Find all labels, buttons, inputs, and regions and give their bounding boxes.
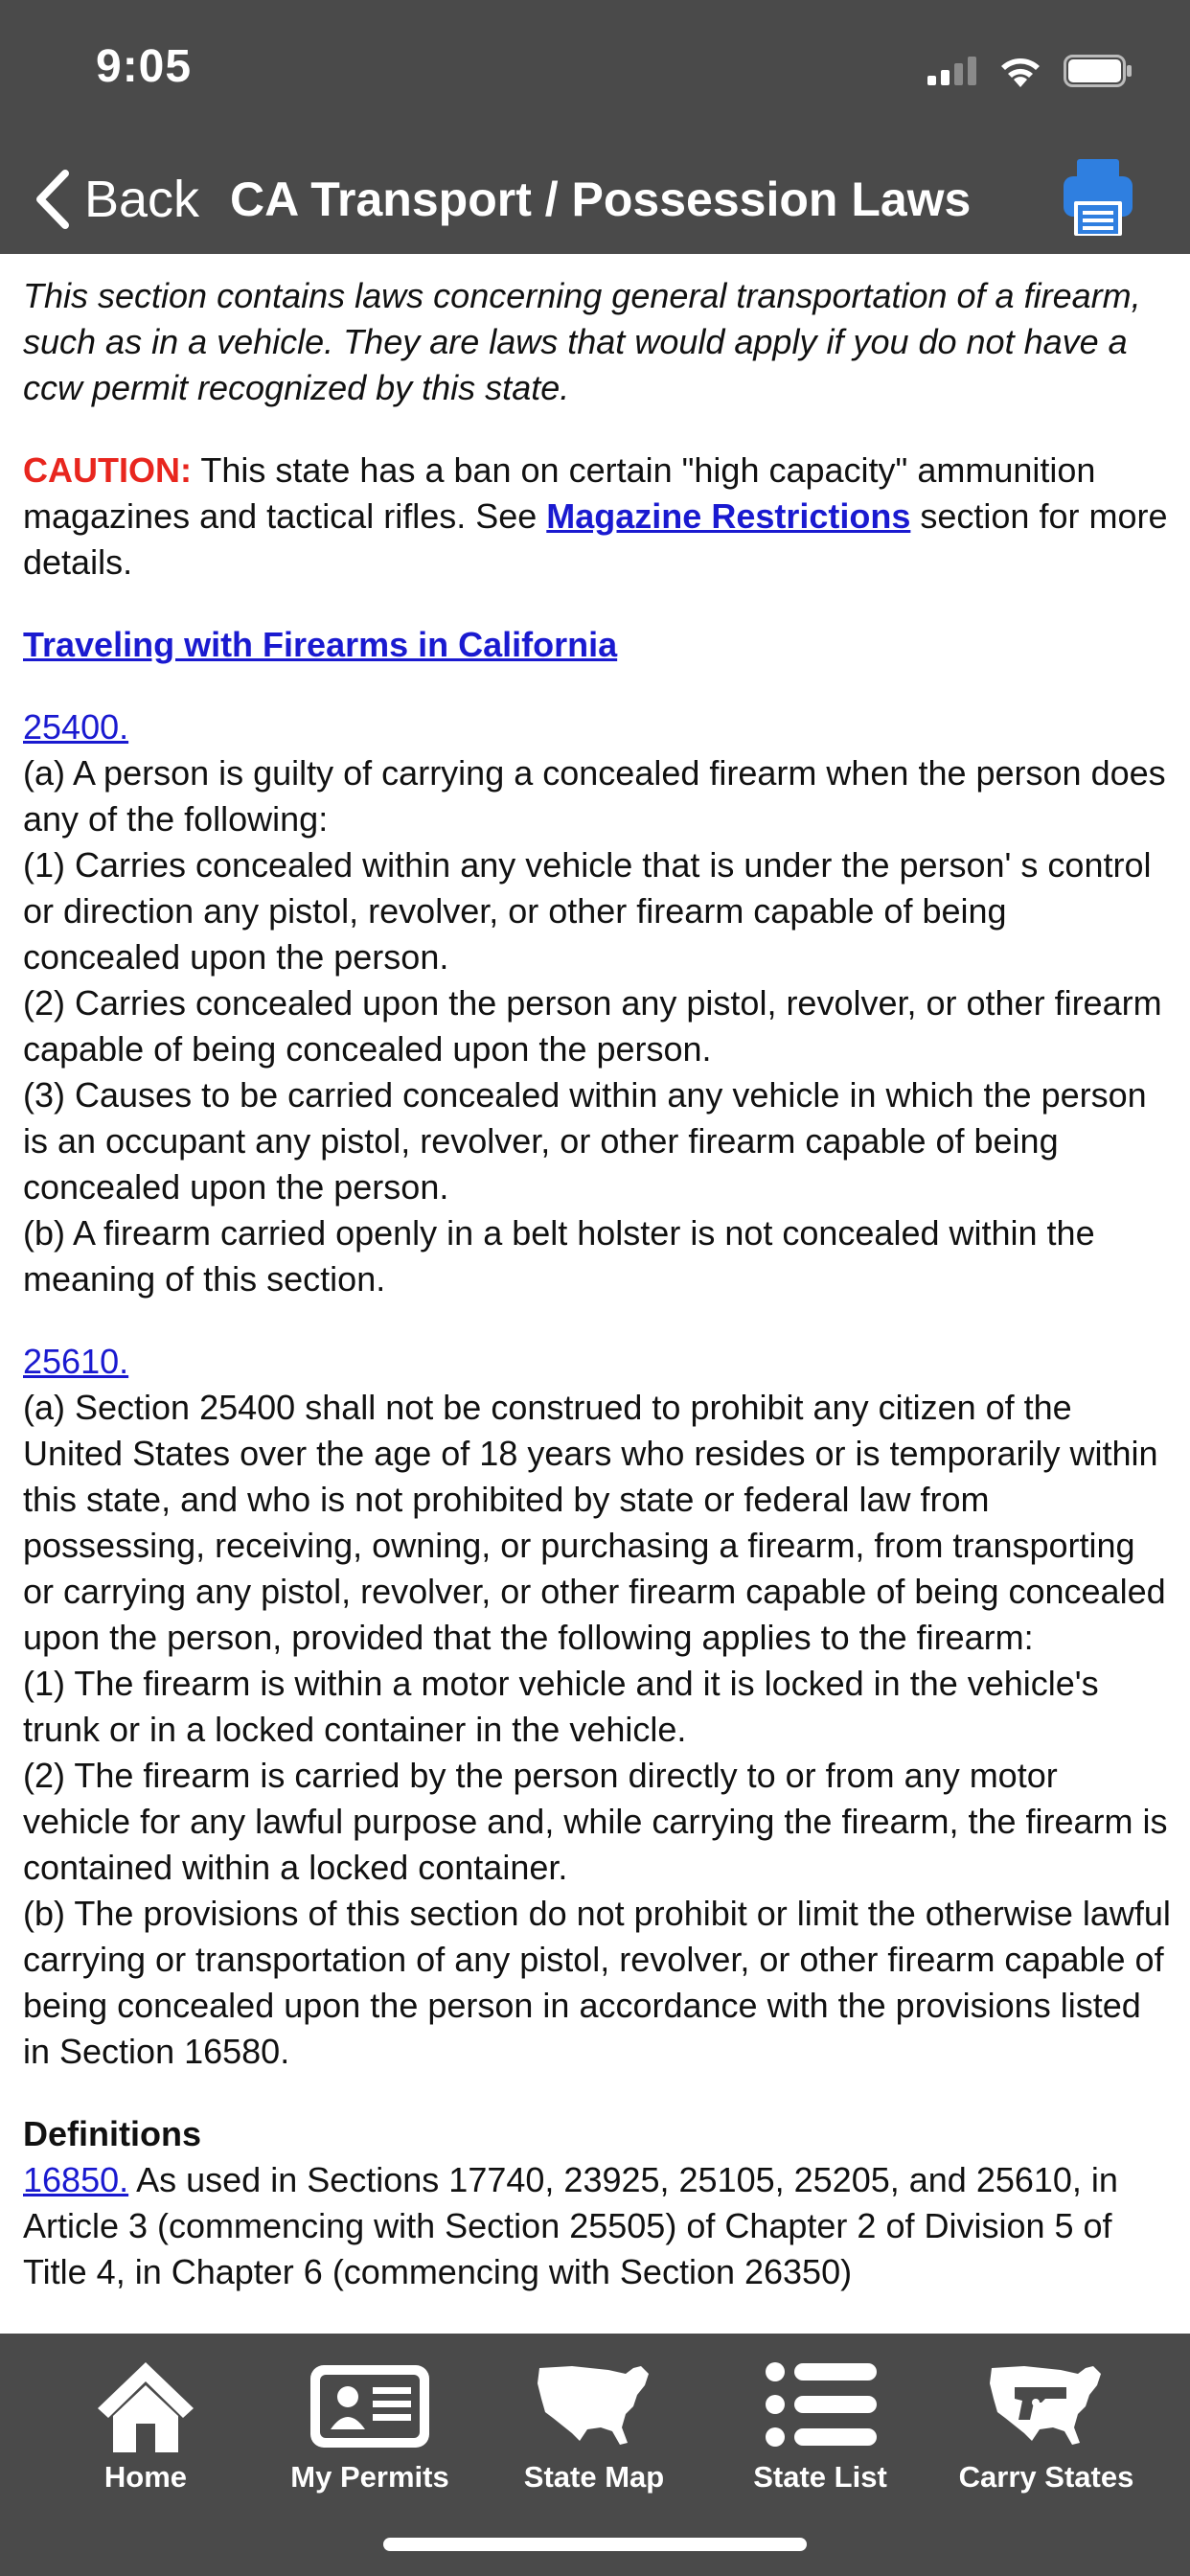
back-button[interactable] [34,161,199,238]
law-25610-line: (2) The firearm is carried by the person directly to or from any motor vehicle for any lawful purpose and, while carrying the firearm, the firearm is contained within a locked container. [23,1756,1168,1887]
printer-icon [1062,157,1134,240]
tab-bar [0,2334,1190,2576]
tab-state-list-label: State List [753,2460,887,2494]
wifi-icon [998,55,1042,87]
back-label: Back [84,171,200,228]
home-indicator[interactable] [383,2538,807,2551]
law-25400-line: (a) A person is guilty of carrying a concealed firearm when the person does any of the following: [23,753,1166,839]
caution-label: CAUTION: [23,450,192,490]
home-icon [94,2357,197,2452]
tab-my-permits[interactable] [264,2357,475,2500]
tab-state-map-label: State Map [523,2460,665,2494]
tab-home-label: Home [103,2460,188,2494]
caution-text: This state has a ban on certain "high capacity" ammunition magazines and tactical rifles. See [23,450,1096,536]
nav-bar [0,144,1190,254]
law-25610-line: (a) Section 25400 shall not be construed to prohibit any citizen of the United States over the age of 18 years who resides or is temporarily within this state, and who is not prohibited by state or federal law from possessing, receiving, owning, or purchasing a firearm, from transporting or carrying any pistol, revolver, or other firearm capable of being concealed upon the person, provided that the following applies to the firearm: [23,1388,1166,1657]
section-16850-link[interactable]: 16850. [23,2160,129,2199]
print-button[interactable] [1062,157,1134,240]
law-section-25400 [23,704,1173,1302]
tab-state-list[interactable] [715,2357,926,2500]
section-25610-link[interactable]: 25610. [23,1342,129,1381]
tab-state-map[interactable] [489,2357,699,2500]
law-25400-line: (2) Carries concealed upon the person any pistol, revolver, or other firearm capable of being concealed upon the person. [23,983,1162,1069]
tab-home[interactable] [40,2357,251,2500]
law-25400-line: (3) Causes to be carried concealed within any vehicle in which the person is an occupant any pistol, revolver, or other firearm capable of being concealed upon the person. [23,1075,1147,1207]
section-25400-link[interactable]: 25400. [23,707,129,747]
traveling-with-firearms-link[interactable]: Traveling with Firearms in California [23,625,618,664]
tab-carry-states-label: Carry States [958,2460,1134,2494]
law-content [23,273,1173,2334]
list-icon [760,2357,881,2452]
law-25400-line: (b) A firearm carried openly in a belt holster is not concealed within the meaning of this section. [23,1213,1095,1299]
tab-carry-states[interactable] [941,2357,1152,2500]
cellular-signal-icon [927,57,977,85]
us-map-icon [534,2357,654,2452]
status-icons [927,50,1133,92]
battery-icon [1064,55,1133,87]
id-card-icon [308,2362,432,2450]
law-25610-line: (b) The provisions of this section do not prohibit or limit the otherwise lawful carrying or transportation of any pistol, revolver, or other firearm capable of being concealed upon the person in accordance with the provisions listed in Section 16580. [23,1894,1171,2071]
us-map-pistol-icon [986,2357,1107,2452]
definitions-text [23,2157,1173,2295]
intro-text: This section contains laws concerning general transportation of a firearm, such as in a vehicle. They are laws that would apply if you do not have a ccw permit recognized by this state. [23,276,1141,407]
magazine-restrictions-link[interactable]: Magazine Restrictions [546,496,911,536]
page-title: CA Transport / Possession Laws [230,172,972,226]
tab-my-permits-label: My Permits [290,2460,449,2494]
caution-notice [23,448,1173,586]
status-bar [0,0,1190,144]
definitions-body: As used in Sections 17740, 23925, 25105, 25205, and 25610, in Article 3 (commencing with Section 25505) of Chapter 2 of Division 5 of Title 4, in Chapter 6 (commencing with Section 26350) [23,2160,1118,2291]
status-time: 9:05 [96,41,193,92]
law-25610-line: (1) The firearm is within a motor vehicle and it is locked in the vehicle's trunk or in a locked container in the vehicle. [23,1664,1099,1749]
chevron-left-icon [34,170,71,229]
definitions-heading: Definitions [23,2114,201,2153]
caution-text-after: section for more details. [23,496,1168,582]
law-section-25610 [23,1339,1173,2075]
law-25400-line: (1) Carries concealed within any vehicle that is under the person' s control or direction any pistol, revolver, or other firearm capable of being concealed upon the person. [23,845,1152,977]
